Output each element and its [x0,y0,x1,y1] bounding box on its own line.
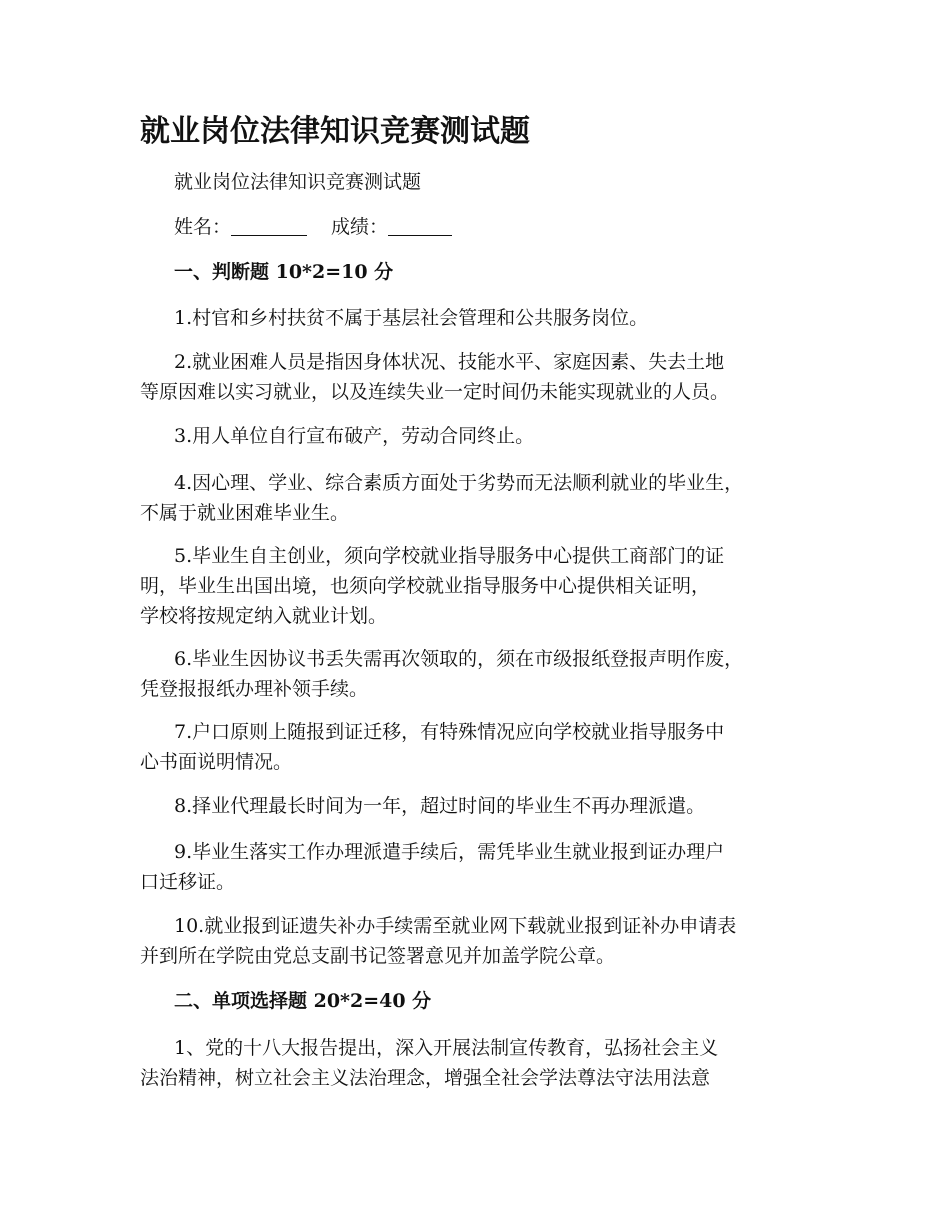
question-10-line-1: 10.就业报到证遗失补办手续需至就业网下载就业报到证补办申请表 [174,915,737,937]
choice-question-1-line-2: 法治精神，树立社会主义法治理念，增强全社会学法尊法守法用法意 [140,1067,711,1089]
choice-question-1-line-1: 1、党的十八大报告提出，深入开展法制宣传教育，弘扬社会主义 [174,1037,719,1059]
subtitle: 就业岗位法律知识竞赛测试题 [174,171,422,193]
score-blank [388,215,452,236]
name-blank [231,215,307,236]
question-6-line-1: 6.毕业生因协议书丢失需再次领取的，须在市级报纸登报声明作废， [174,648,744,670]
score-label: 成绩： [331,216,389,238]
question-8: 8.择业代理最长时间为一年，超过时间的毕业生不再办理派遣。 [174,795,706,817]
question-9-line-2: 口迁移证。 [140,871,236,893]
question-6-line-2: 凭登报报纸办理补领手续。 [140,678,369,700]
question-9-line-1: 9.毕业生落实工作办理派遣手续后，需凭毕业生就业报到证办理户 [174,841,725,863]
question-7-line-2: 心书面说明情况。 [140,751,293,773]
question-5-line-3: 学校将按规定纳入就业计划。 [140,605,388,627]
question-7-line-1: 7.户口原则上随报到证迁移，有特殊情况应向学校就业指导服务中 [174,721,725,743]
section2-heading: 二、单项选择题 20*2=40 分 [174,990,432,1012]
question-1: 1.村官和乡村扶贫不属于基层社会管理和公共服务岗位。 [174,307,649,329]
question-5-line-1: 5.毕业生自主创业，须向学校就业指导服务中心提供工商部门的证 [174,545,725,567]
question-4-line-1: 4.因心理、学业、综合素质方面处于劣势而无法顺利就业的毕业生， [174,472,744,494]
question-5-line-2: 明，毕业生出国出境，也须向学校就业指导服务中心提供相关证明， [140,575,711,597]
question-4-line-2: 不属于就业困难毕业生。 [140,502,350,524]
question-3: 3.用人单位自行宣布破产，劳动合同终止。 [174,425,535,447]
question-2-line-1: 2.就业困难人员是指因身体状况、技能水平、家庭因素、失去土地 [174,351,725,373]
name-label: 姓名： [174,216,232,238]
section1-heading: 一、判断题 10*2=10 分 [174,261,394,283]
document-title: 就业岗位法律知识竞赛测试题 [140,114,530,149]
question-2-line-2: 等原因难以实习就业，以及连续失业一定时间仍未能实现就业的人员。 [140,381,730,403]
name-score-line [140,215,844,240]
question-10-line-2: 并到所在学院由党总支副书记签署意见并加盖学院公章。 [140,945,616,967]
